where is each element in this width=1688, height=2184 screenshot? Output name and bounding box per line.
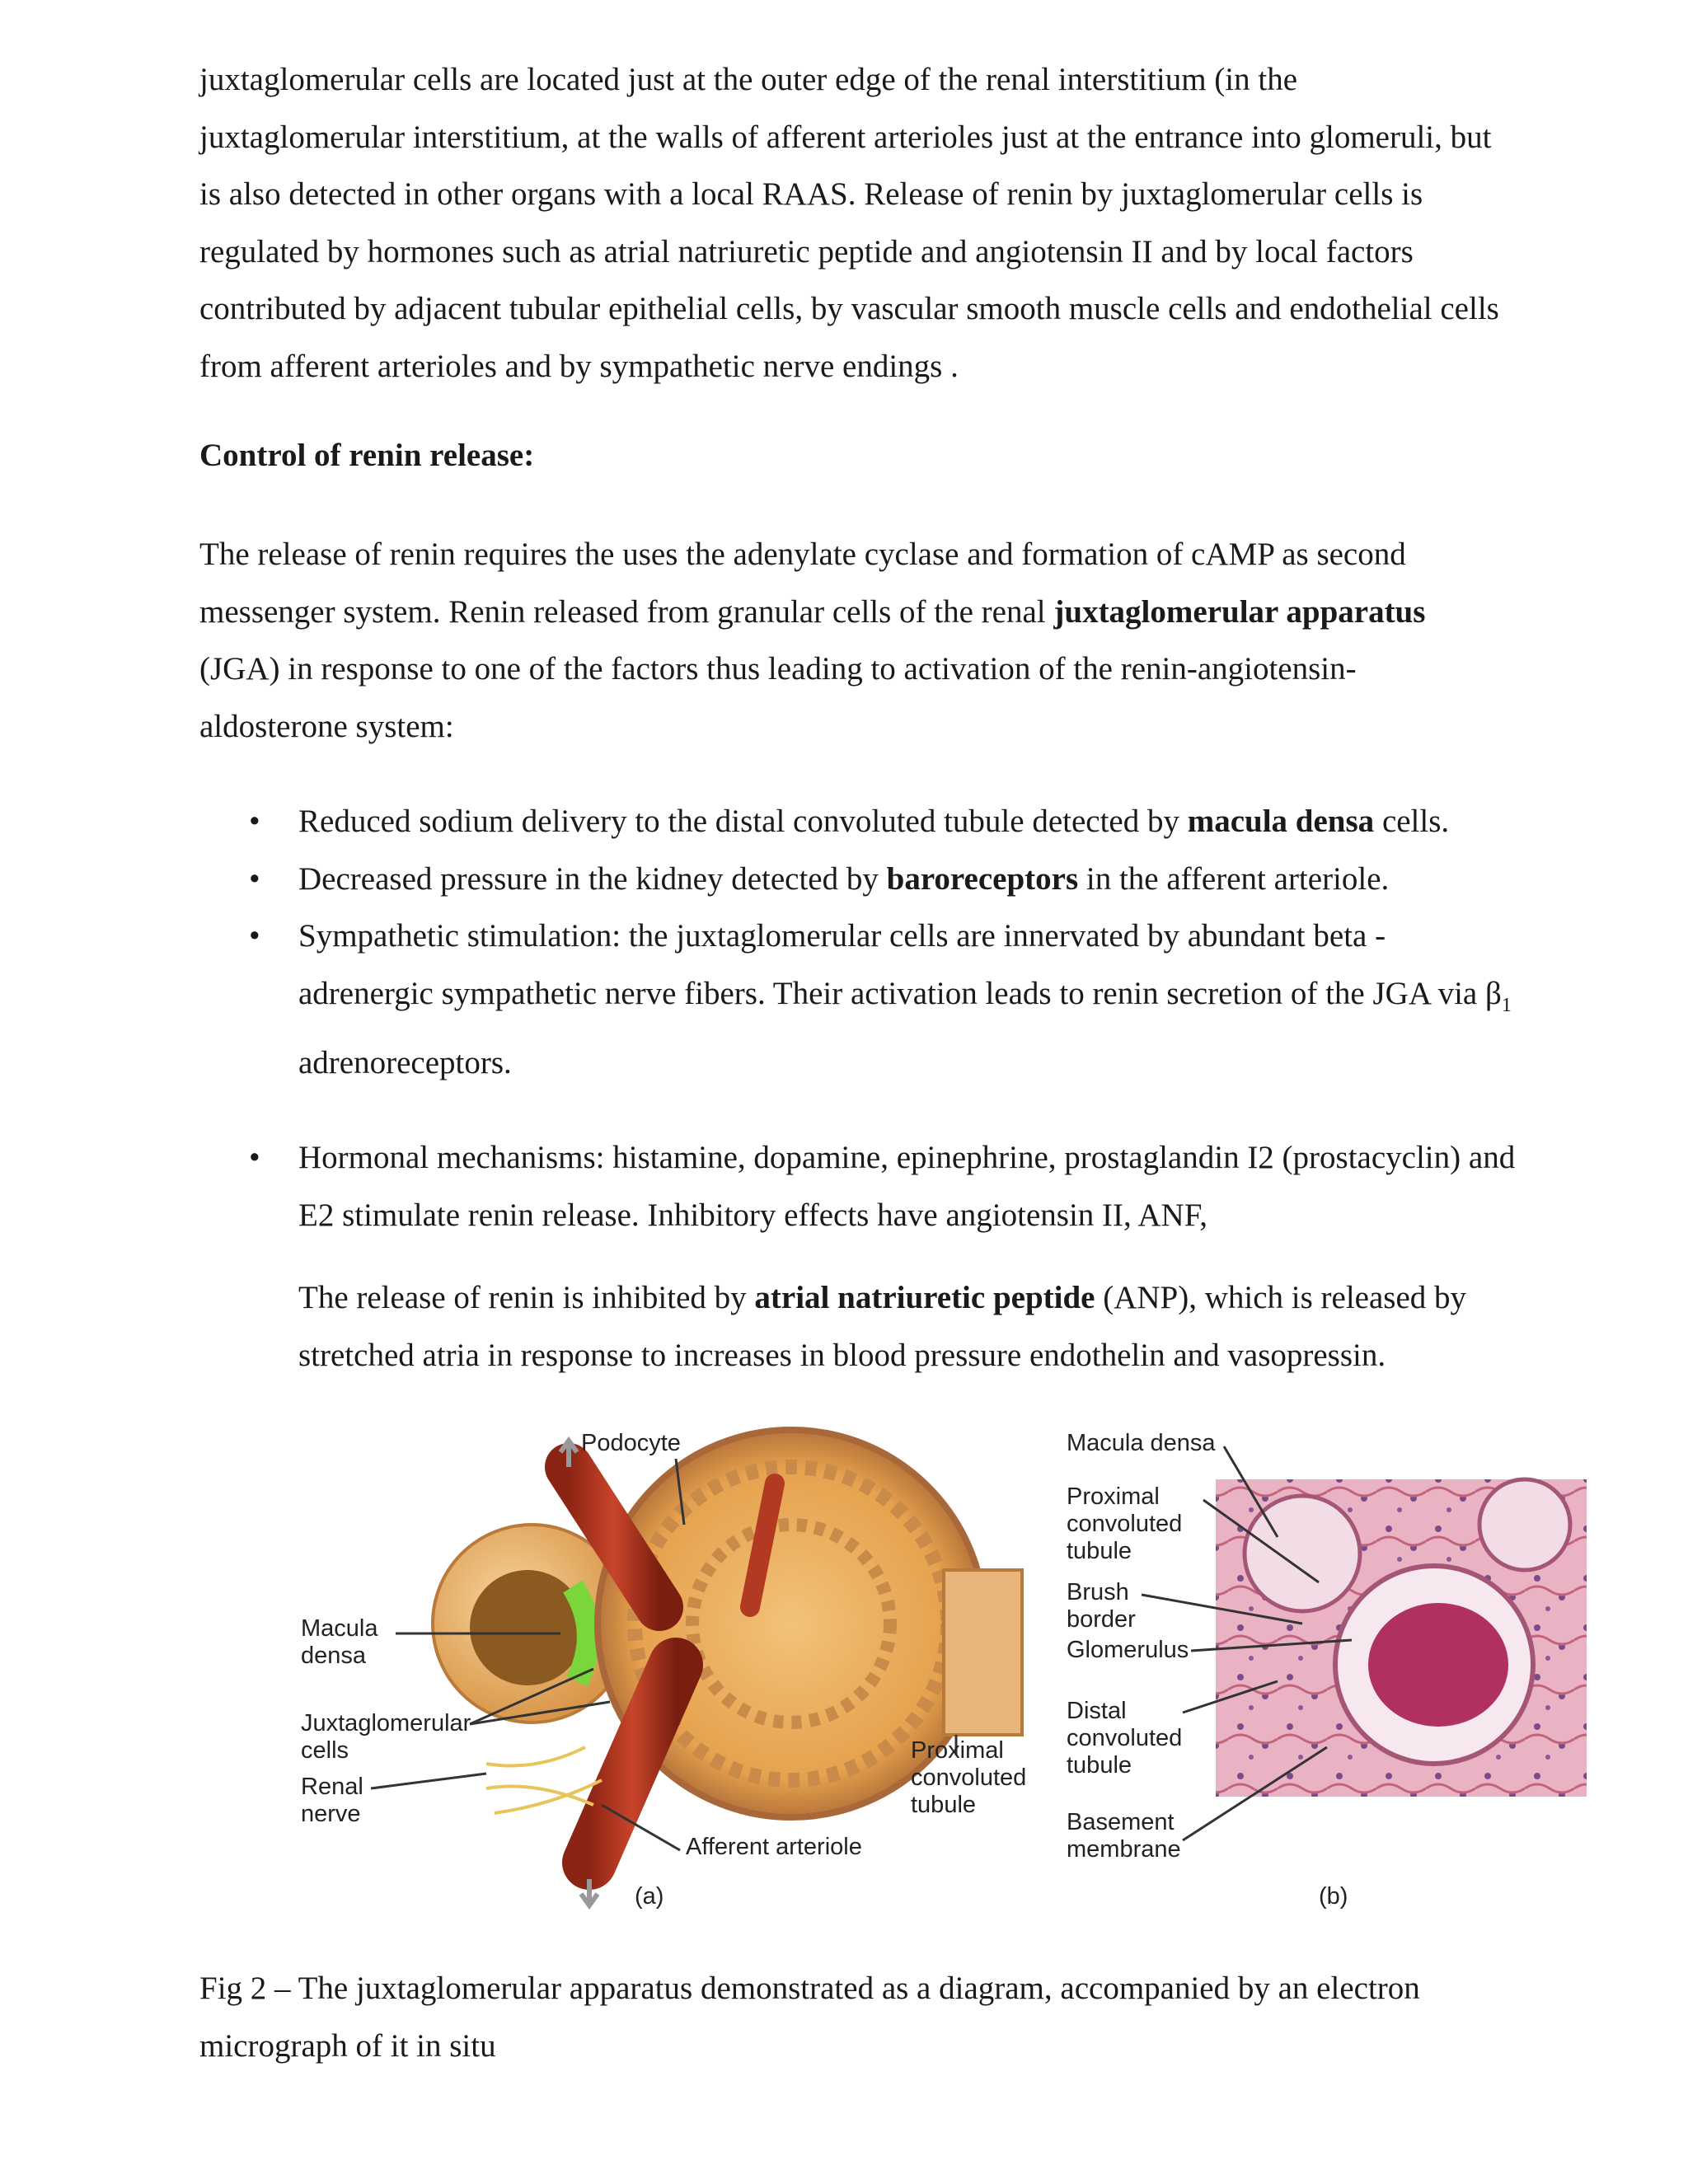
list-spacer [239, 1091, 1525, 1129]
panel-label-b: (b) [1319, 1883, 1348, 1910]
tubule-lumen [470, 1570, 585, 1685]
bold-term: macula densa [1187, 804, 1375, 839]
label-basement-membrane: Basement membrane [1067, 1809, 1181, 1863]
paragraph-renin-release [199, 526, 1502, 755]
bold-term: juxtaglomerular apparatus [1053, 593, 1426, 630]
figure-caption: Fig 2 – The juxtaglomerular apparatus demonstrated as a diagram, accompanied by an electron micrograph of it in situ [199, 1971, 1420, 2064]
label-glomerulus: Glomerulus [1067, 1637, 1189, 1663]
label-podocyte: Podocyte [581, 1430, 681, 1456]
micrograph-b [1142, 1446, 1587, 1840]
text-run: The release of renin is inhibited by [298, 1280, 755, 1315]
text-run: The release of renin requires the uses the adenylate cyclase and formation of cAMP as second messenger system. Renin released from granular cells of the renal [199, 537, 1406, 630]
label-proximal-b: Proximal convoluted tubule [1067, 1483, 1183, 1564]
proximal-tubule-shape [944, 1570, 1022, 1735]
text-run: Decreased pressure in the kidney detected by [298, 860, 887, 897]
list-item [239, 907, 1525, 1091]
label-macula-densa-b: Macula densa [1067, 1430, 1216, 1456]
label-distal-tubule: Distal convoluted tubule [1067, 1698, 1183, 1779]
bullet-icon: • [249, 1140, 260, 1176]
text-run: (ANP), which is released by stretched atria in response to increases in blood pressure endothelin and vasopressin. [298, 1280, 1467, 1373]
subscript: 1 [1501, 994, 1512, 1016]
paragraph-jg-cells: juxtaglomerular cells are located just at the outer edge of the renal interstitium (in the juxtaglomerular interstitium, at the walls of afferent arterioles just at the entrance into glomeruli, but is also detected in other organs with a local RAAS. Release of renin by juxtaglomerular cells is regulated by hormones such as atrial natriuretic peptide and angiotensin II and by local factors contributed by adjacent tubular epithelial cells, by vascular smooth muscle cells and endothelial cells from afferent arterioles and by sympathetic nerve endings . [199, 62, 1499, 384]
text-run: Reduced sodium delivery to the distal convoluted tubule detected by [298, 804, 1188, 839]
text-run: adrenoreceptors. [298, 1044, 512, 1080]
bullet-icon: • [249, 918, 260, 954]
bold-term: baroreceptors [886, 860, 1079, 897]
list-item [239, 793, 1525, 851]
text-run: Hormonal mechanisms: histamine, dopamine, epinephrine, prostaglandin I2 (prostacyclin) and E2 stimulate renin release. Inhibitory effects have angiotensin II, ANF, [298, 1140, 1516, 1233]
text-run: in the afferent arteriole. [1078, 860, 1390, 897]
label-afferent-arteriole: Afferent arteriole [686, 1834, 862, 1860]
tubule-section [1245, 1496, 1360, 1611]
factor-list [239, 793, 1525, 1244]
panel-label-a: (a) [635, 1883, 664, 1910]
tubule-section [1479, 1479, 1570, 1570]
label-brush-border: Brush border [1067, 1579, 1136, 1633]
bullet-icon: • [249, 804, 260, 839]
list-item [239, 1129, 1525, 1244]
renal-nerve-fibers [486, 1747, 602, 1813]
text-run: Sympathetic stimulation: the juxtaglomerular cells are innervated by abundant beta - adrenergic sympathetic nerve fibers. Their activation leads to renin secretion of the JGA via β [298, 918, 1502, 1011]
bold-term: atrial natriuretic peptide [754, 1280, 1095, 1315]
bullet-icon: • [249, 860, 260, 897]
paragraph-anp [298, 1269, 1502, 1384]
label-renal-nerve: Renal nerve [301, 1774, 363, 1827]
label-macula-densa: Macula densa [301, 1615, 378, 1669]
glomerular-tuft [1368, 1603, 1508, 1727]
text-run: cells. [1374, 804, 1450, 839]
text-run: (JGA) in response to one of the factors thus leading to activation of the renin-angiotensin-aldosterone system: [199, 651, 1357, 744]
figure-jga [288, 1418, 1591, 1912]
jga-illustration [288, 1418, 1591, 1912]
label-proximal-tubule: Proximal convoluted tubule [911, 1737, 1027, 1818]
section-heading: Control of renin release: [199, 438, 535, 473]
list-item [239, 851, 1525, 908]
label-jg-cells: Juxtaglomerular cells [301, 1710, 471, 1764]
